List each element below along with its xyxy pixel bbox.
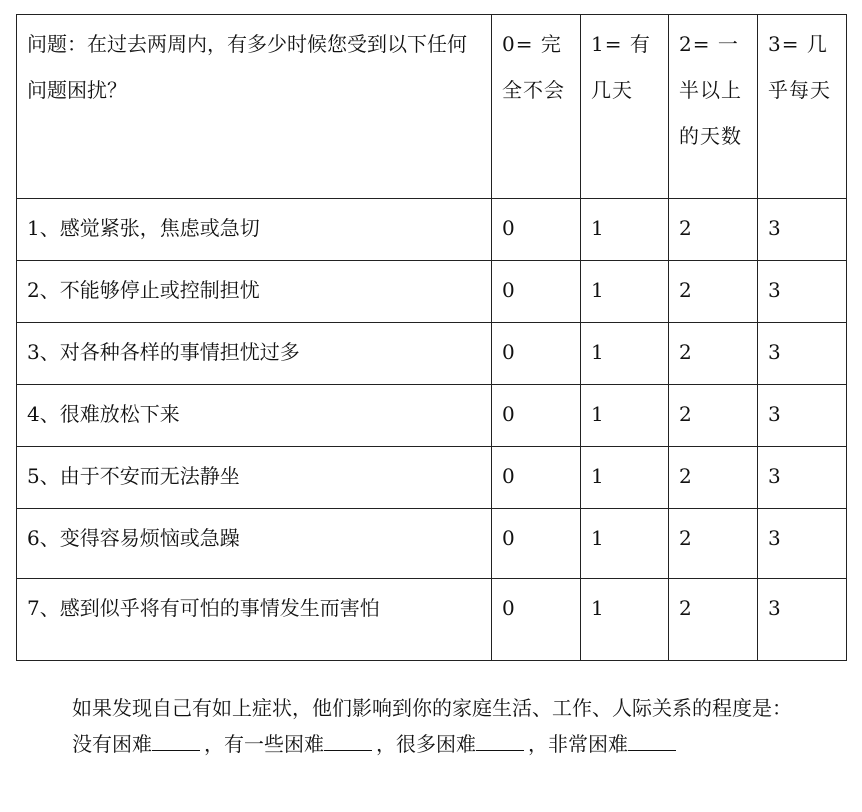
table-row (17, 385, 847, 447)
option-header-1: 1= 有几天 (581, 15, 669, 199)
score-cell: 2 (669, 261, 758, 323)
choice-label: 很多困难 (396, 732, 476, 756)
impact-prompt: 如果发现自己有如上症状，他们影响到你的家庭生活、工作、人际关系的程度是： (72, 696, 792, 720)
item-label: 1、感觉紧张，焦虑或急切 (17, 199, 492, 261)
score-cell: 1 (581, 509, 669, 579)
item-label: 2、不能够停止或控制担忧 (17, 261, 492, 323)
score-cell: 3 (758, 579, 847, 661)
score-cell: 0 (492, 447, 581, 509)
score-cell: 0 (492, 261, 581, 323)
item-label: 4、很难放松下来 (17, 385, 492, 447)
score-cell: 2 (669, 199, 758, 261)
choice-label: 没有困难 (72, 732, 152, 756)
score-cell: 2 (669, 579, 758, 661)
score-cell: 3 (758, 199, 847, 261)
option-header-3: 3= 几乎每天 (758, 15, 847, 199)
score-cell: 1 (581, 579, 669, 661)
score-cell: 0 (492, 199, 581, 261)
answer-blank[interactable] (152, 728, 200, 751)
score-cell: 3 (758, 261, 847, 323)
choice-label: 非常困难 (548, 732, 628, 756)
item-label: 3、对各种各样的事情担忧过多 (17, 323, 492, 385)
score-cell: 1 (581, 199, 669, 261)
score-cell: 3 (758, 323, 847, 385)
item-label: 5、由于不安而无法静坐 (17, 447, 492, 509)
score-cell: 3 (758, 447, 847, 509)
table-row (17, 323, 847, 385)
answer-blank[interactable] (324, 728, 372, 751)
separator: ， (528, 732, 548, 756)
score-cell: 3 (758, 509, 847, 579)
header-row (17, 15, 847, 199)
score-cell: 2 (669, 385, 758, 447)
separator: ， (204, 732, 224, 756)
score-cell: 0 (492, 385, 581, 447)
choice-label: 有一些困难 (224, 732, 324, 756)
score-cell: 1 (581, 447, 669, 509)
table-row (17, 509, 847, 579)
item-label: 7、感到似乎将有可怕的事情发生而害怕 (17, 579, 492, 661)
score-cell: 2 (669, 447, 758, 509)
answer-blank[interactable] (628, 728, 676, 751)
separator: ， (376, 732, 396, 756)
gad7-table (16, 14, 847, 661)
table-row (17, 199, 847, 261)
option-header-2: 2= 一半以上的天数 (669, 15, 758, 199)
score-cell: 2 (669, 323, 758, 385)
score-cell: 0 (492, 509, 581, 579)
table-row (17, 579, 847, 661)
impact-choices (22, 726, 848, 762)
score-cell: 1 (581, 261, 669, 323)
impact-section (22, 690, 848, 762)
score-cell: 3 (758, 385, 847, 447)
table-row (17, 261, 847, 323)
score-cell: 0 (492, 323, 581, 385)
table-row (17, 447, 847, 509)
score-cell: 1 (581, 323, 669, 385)
score-cell: 0 (492, 579, 581, 661)
score-cell: 2 (669, 509, 758, 579)
item-label: 6、变得容易烦恼或急躁 (17, 509, 492, 579)
option-header-0: 0= 完全不会 (492, 15, 581, 199)
answer-blank[interactable] (476, 728, 524, 751)
score-cell: 1 (581, 385, 669, 447)
question-header: 问题：在过去两周内，有多少时候您受到以下任何问题困扰？ (17, 15, 492, 199)
